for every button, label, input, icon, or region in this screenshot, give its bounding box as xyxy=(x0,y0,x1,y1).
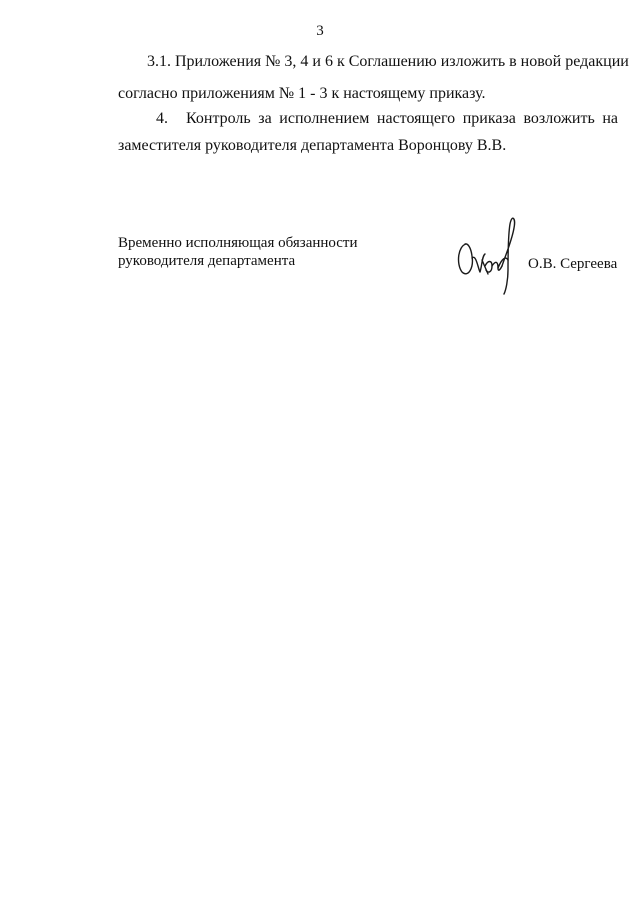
signatory-position-line-1: Временно исполняющая обязанности xyxy=(118,235,358,251)
signatory-position-line-2: руководителя департамента xyxy=(118,253,296,269)
signatory-position xyxy=(118,234,358,270)
handwritten-signature xyxy=(452,210,524,296)
paragraph-3-1-line-2: согласно приложениям № 1 - 3 к настоящему приказу. xyxy=(118,85,486,102)
paragraph-4-first-line xyxy=(156,109,618,129)
paragraph-3-1-line-1: 3.1. Приложения № 3, 4 и 6 к Соглашению изложить в новой редакции xyxy=(147,53,629,70)
signer-name: О.В. Сергеева xyxy=(528,256,618,272)
paragraph-4-line-1: Контроль за исполнением настоящего приказа возложить на xyxy=(186,110,618,127)
paragraph-4-line-2: заместителя руководителя департамента Воронцову В.В. xyxy=(118,137,507,154)
paragraph-4-number: 4. xyxy=(156,110,168,127)
page-number: 3 xyxy=(316,23,324,39)
